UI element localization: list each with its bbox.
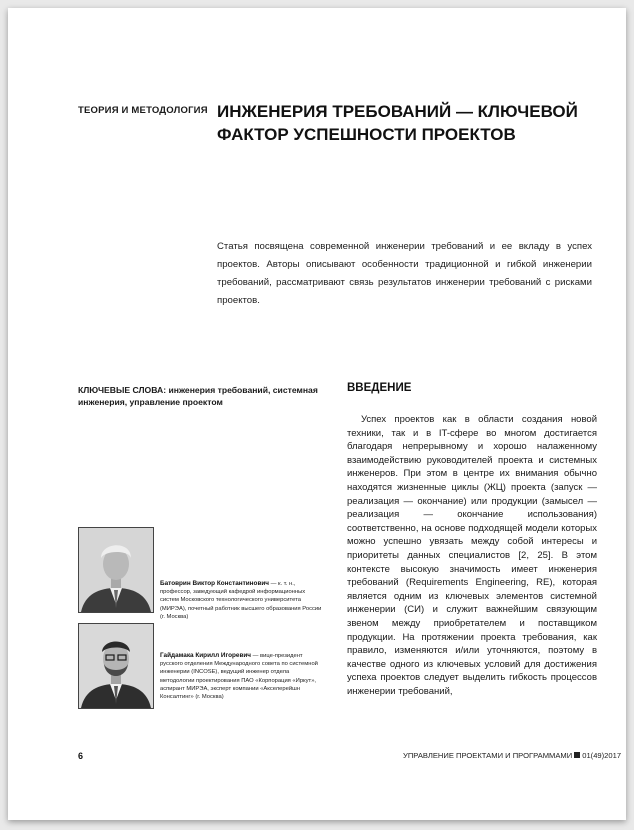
keywords: КЛЮЧЕВЫЕ СЛОВА: инженерия требований, системная инженерия, управление проектом (78, 385, 318, 407)
intro-body (347, 413, 597, 698)
author-photo (78, 623, 154, 709)
page-number: 6 (78, 751, 84, 761)
section-tag: ТЕОРИЯ И МЕТОДОЛОГИЯ (78, 105, 208, 116)
intro-paragraph: Успех проектов как в области создания новой техники, так и в IT-сфере во многом достигается благодаря непрерывному и хорошо налаженному взаимодействию руководителей проекта и системных инженеров. При этом в центре их внимания обычно находятся жизненные циклы (ЖЦ) проекта (запуск — реализация — окончание) или продукции (замысел — реализация — окончание использования) соответственно, на основе подходящей модели которых можно успешно увязать между собой интересы и приоритеты данных специалистов [2, 25]. В этом контексте высокую значимость имеет инженерия требований (Requirements Engineering, RE), которая является одним из ключевых элементов системной инженерии (СИ) и служит важнейшим связующим звеном между приобретателем и поставщиком продукции. На протяжении проекта требования, как правило, изменяются и/или уточняются, поэтому в качестве одного из ключевых условий для достижения успеха проектов следует выделить гибкость процессов инженерии требований, (347, 414, 597, 697)
author-photo (78, 527, 154, 613)
intro-heading: ВВЕДЕНИЕ (347, 382, 412, 394)
article-abstract: Статья посвящена современной инженерии требований и ее вкладу в успех проектов. Авторы описывают особенности традиционной и гибкой инженерии требований, рассматривают связь результатов инженерии требований с рисками проектов. (217, 241, 592, 306)
author-name: Гайдамака Кирилл Игоревич (160, 652, 252, 659)
author-name: Батоврин Виктор Константинович (160, 580, 270, 587)
author-portrait-1 (79, 528, 153, 612)
author-description: — вице-президент русского отделения Международного совета по системной инженерии (INCOSE), ведущий инженер отдела методологии проектирования ПАО «Корпорация «Иркут», аспирант МИРЭА, эксперт компании «Акселерейшн Консалтинг» (г. Москва) (160, 653, 318, 701)
square-separator-icon (574, 752, 580, 758)
journal-footer (403, 751, 621, 760)
author-portrait-2 (79, 624, 153, 708)
article-title: ИНЖЕНЕРИЯ ТРЕБОВАНИЙ — КЛЮЧЕВОЙ ФАКТОР УСПЕШНОСТИ ПРОЕКТОВ (217, 102, 578, 144)
journal-issue: 01(49)2017 (582, 751, 622, 760)
author-description: — к. т. н., профессор, заведующий кафедрой информационных систем Московского технологического университета (МИРЭА), почетный работник высшего образования России (г. Москва) (160, 581, 322, 620)
journal-name: УПРАВЛЕНИЕ ПРОЕКТАМИ И ПРОГРАММАМИ (403, 751, 573, 760)
author-bio (160, 580, 325, 621)
author-bio (160, 652, 325, 701)
journal-page (8, 8, 626, 820)
